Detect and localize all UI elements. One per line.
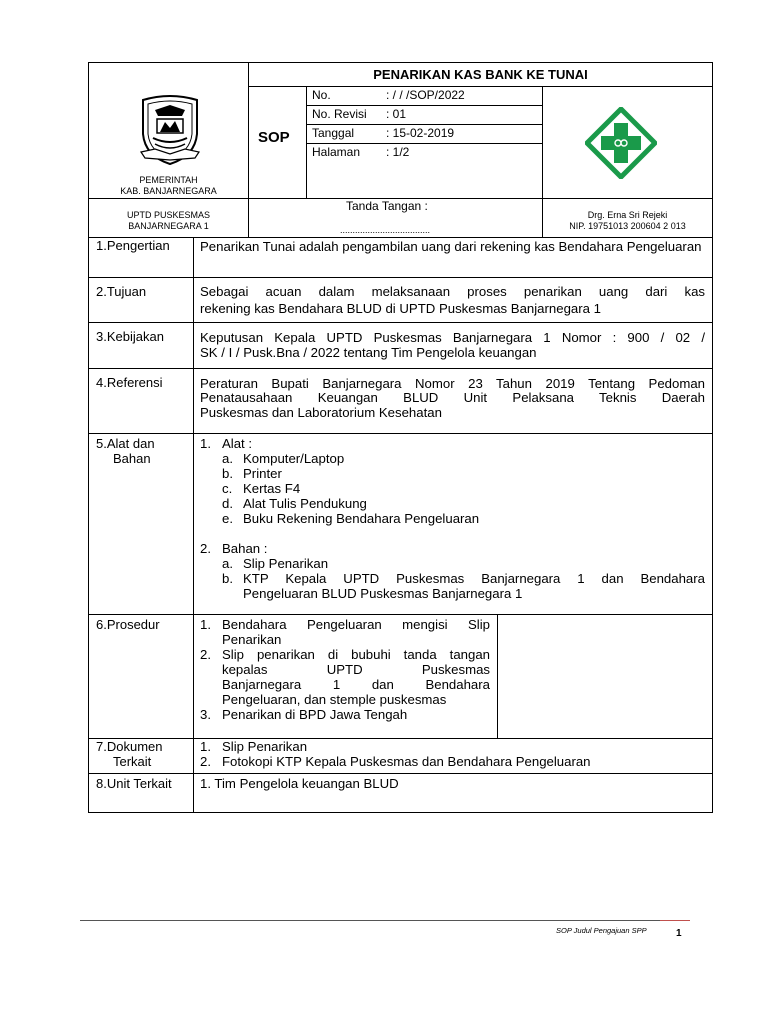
row-label-pengertian: 1.Pengertian xyxy=(96,238,170,253)
list-item: e. Buku Rekening Bendahara Pengeluaran xyxy=(222,511,480,526)
dokumen-list xyxy=(200,739,705,769)
row-label-dokumen: 7.Dokumen xyxy=(96,739,163,754)
footer-rule xyxy=(80,920,660,921)
list-item: 2. Fotokopi KTP Kepala Puskesmas dan Bendahara Pengeluaran xyxy=(200,754,591,769)
prosedur-list xyxy=(200,617,490,722)
meta-label: Tanggal xyxy=(312,126,355,140)
list-item: d. Alat Tulis Pendukung xyxy=(222,496,367,511)
bahan-list xyxy=(200,541,705,601)
tujuan-text-line: Sebagai acuan dalam melaksanaan proses penarikan uang dari kas xyxy=(200,284,705,299)
meta-value: : 1/2 xyxy=(386,145,410,159)
signature-label: Tanda Tangan : xyxy=(346,199,428,213)
row-label-tujuan: 2.Tujuan xyxy=(96,284,147,299)
list-item: 2. Slip penarikan di bubuhi tanda tangan kepalas UPTD Puskesmas Banjarnegara 1 dan Bendahara Pengeluaran, dan stemple puskesmas xyxy=(200,647,490,707)
row-label-alat-bahan: Bahan xyxy=(113,451,151,466)
list-item: 1. Slip Penarikan xyxy=(200,739,308,754)
unit-name: UPTD PUSKESMAS xyxy=(126,210,211,220)
regency-crest-logo xyxy=(135,94,205,166)
list-item: 3. Penarikan di BPD Jawa Tengah xyxy=(200,707,408,722)
meta-value: : / / /SOP/2022 xyxy=(386,88,465,102)
list-item: 2. Bahan : xyxy=(200,541,268,556)
list-item: 1. Bendahara Pengeluaran mengisi Slip Penarikan xyxy=(200,617,490,647)
meta-value: : 01 xyxy=(386,107,407,121)
row-label-kebijakan: 3.Kebijakan xyxy=(96,329,164,344)
list-item: 1. Alat : xyxy=(200,436,253,451)
unit-text: 1. Tim Pengelola keuangan BLUD xyxy=(200,776,399,791)
referensi-text-line: Peraturan Bupati Banjarnegara Nomor 23 Tahun 2019 Tentang Pedoman xyxy=(200,376,705,391)
puskesmas-logo xyxy=(585,107,657,179)
row-label-dokumen: Terkait xyxy=(113,754,152,769)
meta-label: No. Revisi xyxy=(312,107,367,121)
list-item: a. Komputer/Laptop xyxy=(222,451,345,466)
referensi-text-line: Penatausahaan Keuangan BLUD Unit Pelaksana Teknis Daerah xyxy=(200,390,705,405)
page-number: 1 xyxy=(676,928,682,939)
row-label-prosedur: 6.Prosedur xyxy=(96,617,160,632)
referensi-text-line: Puskesmas dan Laboratorium Kesehatan xyxy=(200,405,442,420)
list-item: b. KTP Kepala UPTD Puskesmas Banjarnegara 1 dan Bendahara Pengeluaran BLUD Puskesmas Banjarnegara 1 xyxy=(222,571,705,601)
footer-doc-title: SOP Judul Pengajuan SPP xyxy=(556,926,647,935)
meta-value: : 15-02-2019 xyxy=(386,126,455,140)
pengertian-text: Penarikan Tunai adalah pengambilan uang dari rekening kas Bendahara Pengeluaran xyxy=(200,239,702,254)
kebijakan-text-line: Keputusan Kepala UPTD Puskesmas Banjarnegara 1 Nomor : 900 / 02 / xyxy=(200,330,705,345)
kebijakan-text-line: SK / I / Pusk.Bna / 2022 tentang Tim Pengelola keuangan xyxy=(200,345,537,360)
signer-name: Drg. Erna Sri Rejeki xyxy=(587,210,668,220)
sop-label: SOP xyxy=(258,129,290,146)
signer-nip: NIP. 19751013 200604 2 013 xyxy=(569,221,686,231)
row-label-alat-bahan: 5.Alat dan xyxy=(96,436,155,451)
list-item: a. Slip Penarikan xyxy=(222,556,329,571)
unit-location: BANJARNEGARA 1 xyxy=(128,221,209,231)
footer-rule-accent xyxy=(660,920,690,921)
meta-label: Halaman xyxy=(312,145,361,159)
meta-label: No. xyxy=(312,88,331,102)
row-label-unit: 8.Unit Terkait xyxy=(96,776,172,791)
org-name: PEMERINTAH xyxy=(139,175,198,185)
document-title: PENARIKAN KAS BANK KE TUNAI xyxy=(373,67,588,82)
alat-list xyxy=(200,436,705,526)
row-label-referensi: 4.Referensi xyxy=(96,375,163,390)
signature-line: .................................... xyxy=(340,225,431,235)
list-item: c. Kertas F4 xyxy=(222,481,301,496)
list-item: b. Printer xyxy=(222,466,282,481)
org-regency: KAB. BANJARNEGARA xyxy=(120,186,217,196)
tujuan-text-line: rekening kas Bendahara BLUD di UPTD Puskesmas Banjarnegara 1 xyxy=(200,301,601,316)
